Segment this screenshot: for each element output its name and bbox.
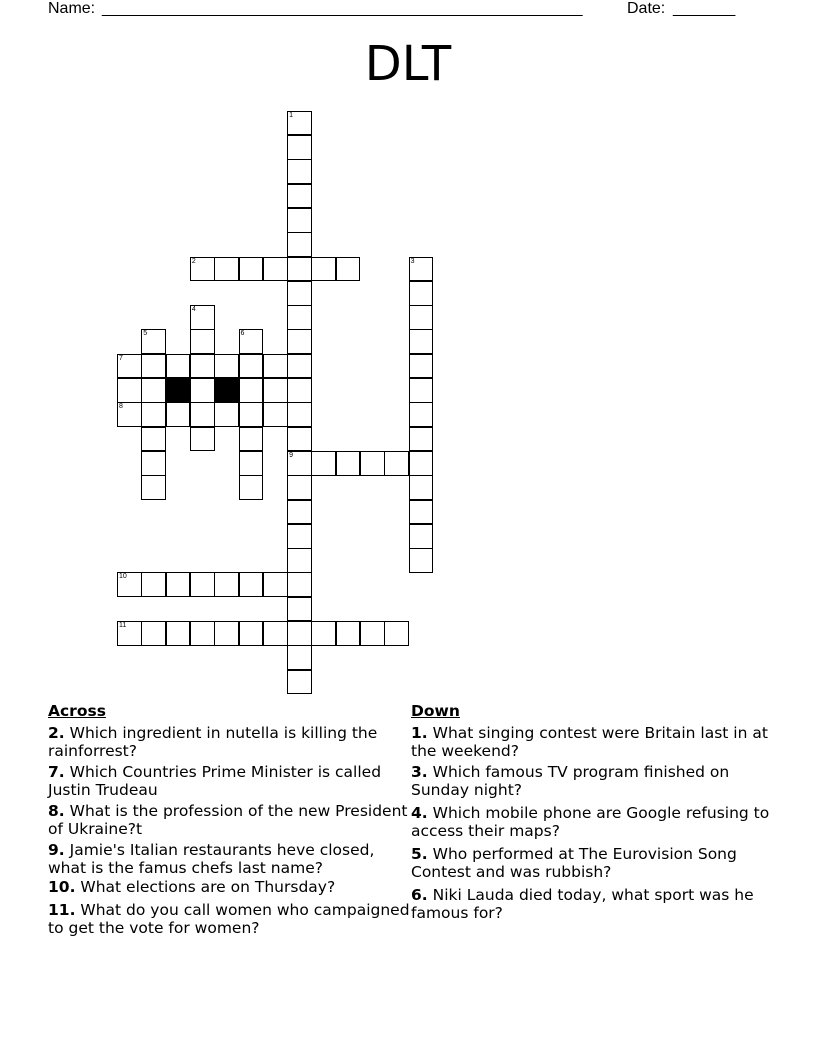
- crossword-cell[interactable]: [287, 670, 312, 695]
- across-clue: [48, 901, 410, 937]
- clue-number-label: 4: [191, 306, 196, 314]
- clue-text: Which Countries Prime Minister is called Justin Trudeau: [48, 763, 382, 799]
- crossword-cell[interactable]: [214, 257, 239, 282]
- crossword-cell[interactable]: [239, 475, 264, 500]
- crossword-cell[interactable]: [141, 354, 166, 379]
- clue-number-label: 2: [191, 257, 196, 265]
- crossword-cell[interactable]: [311, 451, 336, 476]
- crossword-cell[interactable]: [287, 572, 312, 597]
- across-clues: [48, 702, 410, 940]
- crossword-cell[interactable]: [287, 111, 312, 136]
- crossword-cell[interactable]: [287, 184, 312, 209]
- crossword-cell[interactable]: [117, 402, 142, 427]
- down-clue: [411, 763, 773, 799]
- crossword-cell[interactable]: [409, 305, 434, 330]
- crossword-cell[interactable]: [409, 281, 434, 306]
- across-clue: [48, 802, 410, 838]
- crossword-cell[interactable]: [311, 257, 336, 282]
- clue-number: 10.: [48, 878, 76, 896]
- page-title: DLT: [364, 36, 452, 92]
- crossword-cell[interactable]: [287, 524, 312, 549]
- clue-number-label: 5: [143, 330, 148, 338]
- crossword-cell[interactable]: [239, 572, 264, 597]
- crossword-cell[interactable]: [287, 159, 312, 184]
- clue-number-label: 11: [119, 622, 127, 629]
- date-label: Date:: [627, 0, 666, 17]
- crossword-cell[interactable]: [117, 621, 142, 646]
- crossword-cell[interactable]: [141, 329, 166, 354]
- clue-number-label: 1: [289, 111, 293, 119]
- crossword-cell[interactable]: [190, 305, 215, 330]
- crossword-cell[interactable]: [409, 548, 434, 573]
- clue-text: Which ingredient in nutella is killing the rainforrest?: [48, 724, 378, 760]
- clue-number-label: 6: [240, 330, 245, 338]
- crossword-cell[interactable]: [239, 621, 264, 646]
- crossword-cell[interactable]: [141, 427, 166, 452]
- crossword-cell[interactable]: [117, 572, 142, 597]
- crossword-cell[interactable]: [214, 572, 239, 597]
- crossword-cell[interactable]: [287, 548, 312, 573]
- crossword-cell[interactable]: [409, 524, 434, 549]
- crossword-cell[interactable]: [336, 257, 361, 282]
- across-clue: [48, 878, 410, 896]
- crossword-cell[interactable]: [384, 621, 409, 646]
- crossword-cell[interactable]: [287, 475, 312, 500]
- clue-number: 7.: [48, 763, 65, 781]
- crossword-cell[interactable]: [239, 451, 264, 476]
- crossword-cell[interactable]: [287, 208, 312, 233]
- crossword-cell[interactable]: [239, 427, 264, 452]
- crossword-cell[interactable]: [190, 621, 215, 646]
- crossword-cell[interactable]: [166, 621, 191, 646]
- clue-text: What do you call women who campaigned to get the vote for women?: [48, 901, 410, 937]
- clue-text: What singing contest were Britain last in at the weekend?: [411, 724, 768, 760]
- clue-number: 5.: [411, 845, 428, 863]
- crossword-cell[interactable]: [287, 354, 312, 379]
- down-heading: Down: [411, 702, 460, 720]
- crossword-cell[interactable]: [263, 354, 288, 379]
- crossword-cell[interactable]: [190, 572, 215, 597]
- down-clue: [411, 845, 773, 881]
- clue-text: Who performed at The Eurovision Song Contest and was rubbish?: [411, 845, 737, 881]
- black-square: [166, 378, 191, 403]
- clue-text: Which famous TV program finished on Sunday night?: [411, 763, 730, 799]
- crossword-cell[interactable]: [409, 402, 434, 427]
- crossword-cell[interactable]: [239, 354, 264, 379]
- clue-number: 3.: [411, 763, 428, 781]
- crossword-cell[interactable]: [263, 402, 288, 427]
- crossword-cell[interactable]: [287, 135, 312, 160]
- crossword-cell[interactable]: [141, 475, 166, 500]
- crossword-cell[interactable]: [287, 329, 312, 354]
- crossword-cell[interactable]: [117, 354, 142, 379]
- crossword-cell[interactable]: [117, 378, 142, 403]
- crossword-cell[interactable]: [384, 451, 409, 476]
- crossword-cell[interactable]: [287, 305, 312, 330]
- down-clue: [411, 804, 773, 840]
- crossword-cell[interactable]: [190, 257, 215, 282]
- clue-text: Jamie's Italian restaurants heve closed, what is the famus chefs last name?: [48, 841, 375, 877]
- crossword-cell[interactable]: [239, 402, 264, 427]
- crossword-cell[interactable]: [409, 354, 434, 379]
- crossword-cell[interactable]: [409, 378, 434, 403]
- across-heading: Across: [48, 702, 106, 720]
- crossword-cell[interactable]: [287, 597, 312, 622]
- clue-number: 6.: [411, 886, 428, 904]
- clue-number: 8.: [48, 802, 65, 820]
- name-label: Name:: [48, 0, 96, 17]
- crossword-cell[interactable]: [287, 232, 312, 257]
- crossword-cell[interactable]: [239, 378, 264, 403]
- crossword-cell[interactable]: [141, 378, 166, 403]
- crossword-cell[interactable]: [141, 572, 166, 597]
- across-clue: [48, 724, 410, 760]
- crossword-cell[interactable]: [263, 257, 288, 282]
- crossword-cell[interactable]: [190, 354, 215, 379]
- crossword-cell[interactable]: [287, 427, 312, 452]
- across-clue: [48, 763, 410, 799]
- crossword-cell[interactable]: [263, 621, 288, 646]
- crossword-cell[interactable]: [190, 329, 215, 354]
- down-clue: [411, 724, 773, 760]
- crossword-cell[interactable]: [239, 329, 264, 354]
- crossword-cell[interactable]: [287, 500, 312, 525]
- crossword-cell[interactable]: [336, 451, 361, 476]
- clue-number: 2.: [48, 724, 65, 742]
- down-clue: [411, 886, 773, 922]
- clue-number: 9.: [48, 841, 65, 859]
- crossword-cell[interactable]: [287, 451, 312, 476]
- crossword-cell[interactable]: [287, 402, 312, 427]
- crossword-cell[interactable]: [214, 621, 239, 646]
- crossword-cell[interactable]: [263, 378, 288, 403]
- crossword-cell[interactable]: [263, 572, 288, 597]
- crossword-cell[interactable]: [166, 572, 191, 597]
- crossword-cell[interactable]: [141, 402, 166, 427]
- crossword-cell[interactable]: [409, 500, 434, 525]
- crossword-cell[interactable]: [360, 451, 385, 476]
- clue-number-label: 3: [410, 257, 415, 265]
- crossword-cell[interactable]: [190, 402, 215, 427]
- crossword-cell[interactable]: [287, 257, 312, 282]
- crossword-cell[interactable]: [336, 621, 361, 646]
- clue-number: 1.: [411, 724, 428, 742]
- crossword-cell[interactable]: [311, 621, 336, 646]
- date-field[interactable]: _______: [673, 0, 736, 17]
- crossword-cell[interactable]: [190, 378, 215, 403]
- crossword-cell[interactable]: [141, 451, 166, 476]
- clue-text: What elections are on Thursday?: [80, 878, 336, 896]
- crossword-cell[interactable]: [409, 257, 434, 282]
- crossword-cell[interactable]: [141, 621, 166, 646]
- clue-number: 11.: [48, 901, 76, 919]
- name-field[interactable]: ______________________________________________________: [102, 0, 583, 17]
- down-clues: [411, 702, 773, 925]
- across-clue: [48, 841, 410, 877]
- crossword-cell[interactable]: [409, 329, 434, 354]
- clue-text: Niki Lauda died today, what sport was he famous for?: [411, 886, 754, 922]
- clue-number-label: 10: [119, 573, 127, 581]
- crossword-cell[interactable]: [287, 281, 312, 306]
- clue-text: Which mobile phone are Google refusing to access their maps?: [411, 804, 770, 840]
- clue-number-label: 7: [119, 354, 123, 362]
- crossword-cell[interactable]: [214, 354, 239, 379]
- crossword-cell[interactable]: [287, 621, 312, 646]
- crossword-cell[interactable]: [287, 645, 312, 670]
- black-square: [214, 378, 239, 403]
- crossword-cell[interactable]: [409, 451, 434, 476]
- clue-number-label: 8: [119, 403, 123, 411]
- crossword-cell[interactable]: [409, 427, 434, 452]
- clue-number: 4.: [411, 804, 428, 822]
- crossword-cell[interactable]: [287, 378, 312, 403]
- crossword-cell[interactable]: [190, 427, 215, 452]
- clue-text: What is the profession of the new President of Ukraine?t: [48, 802, 408, 838]
- crossword-cell[interactable]: [409, 475, 434, 500]
- crossword-cell[interactable]: [166, 354, 191, 379]
- crossword-cell[interactable]: [239, 257, 264, 282]
- crossword-cell[interactable]: [360, 621, 385, 646]
- crossword-cell[interactable]: [214, 402, 239, 427]
- clue-number-label: 9: [289, 451, 293, 459]
- crossword-cell[interactable]: [166, 402, 191, 427]
